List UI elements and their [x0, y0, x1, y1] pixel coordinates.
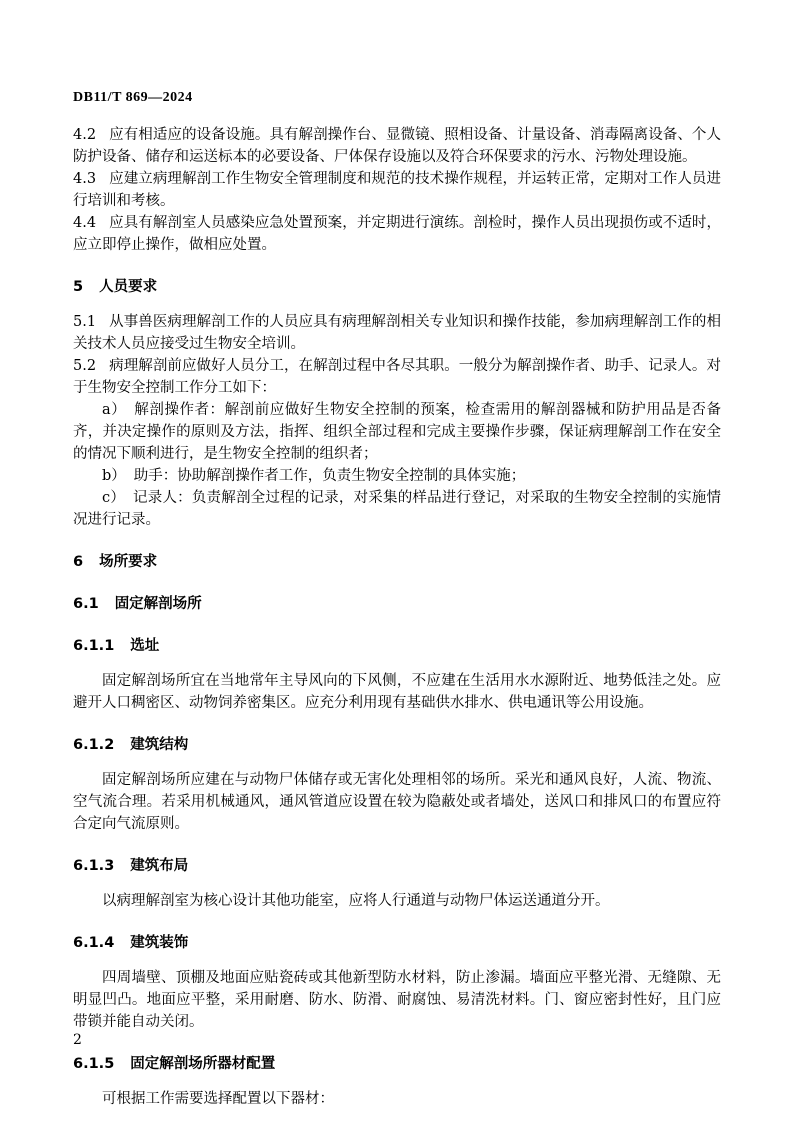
paragraph-text: 选址 [130, 638, 160, 654]
clause-number: 6.1.1 [73, 638, 115, 654]
clause-number: 6.1 [73, 596, 99, 612]
paragraph-text: 应有相适应的设备设施。具有解剖操作台、显微镜、照相设备、计量设备、消毒隔离设备、个人防护设备、储存和运送标本的必要设备、尸体保存设施以及符合环保要求的污水、污物处理设施。 [73, 127, 721, 165]
paragraph-text: 人员要求 [99, 279, 158, 295]
document-body [73, 124, 721, 1110]
clause-number: 5.1 [73, 314, 97, 330]
paragraph [73, 355, 721, 399]
paragraph [73, 212, 721, 256]
section-heading [73, 932, 721, 954]
paragraph-text: 固定解剖场所宜在当地常年主导风向的下风侧，不应建在生活用水水源附近、地势低洼之处。应避开人口稠密区、动物饲养密集区。应充分利用现有基础供水排水、供电通讯等公用设施。 [73, 673, 721, 711]
document-code-header: DB11/T 869—2024 [73, 90, 193, 105]
clause-number: 6.1.3 [73, 858, 115, 874]
paragraph [73, 670, 721, 714]
clause-number: 6 [73, 554, 84, 570]
paragraph-text: 建筑结构 [130, 737, 189, 753]
paragraph [73, 465, 721, 487]
paragraph [73, 769, 721, 835]
paragraph-text: 应具有解剖室人员感染应急处置预案，并定期进行演练。剖检时，操作人员出现损伤或不适时，应立即停止操作，做相应处置。 [73, 215, 721, 253]
clause-number: b） [102, 468, 126, 484]
clause-number: 6.1.5 [73, 1056, 115, 1072]
clause-number: 4.3 [73, 171, 97, 187]
paragraph-text: 记录人：负责解剖全过程的记录，对采集的样品进行登记，对采取的生物安全控制的实施情况进行记录。 [73, 490, 721, 528]
section-heading [73, 593, 721, 615]
paragraph [73, 311, 721, 355]
paragraph [73, 168, 721, 212]
paragraph-text: 可根据工作需要选择配置以下器材： [102, 1091, 334, 1107]
paragraph [73, 967, 721, 1033]
clause-number: 4.4 [73, 215, 97, 231]
paragraph [73, 1088, 721, 1110]
paragraph-text: 固定解剖场所 [114, 596, 202, 612]
paragraph [73, 487, 721, 531]
clause-number: c） [102, 490, 126, 506]
paragraph-text: 四周墙壁、顶棚及地面应贴瓷砖或其他新型防水材料，防止渗漏。墙面应平整光滑、无缝隙、无明显凹凸。地面应平整，采用耐磨、防水、防滑、耐腐蚀、易清洗材料。门、窗应密封性好，且门应带锁并能自动关闭。 [73, 970, 721, 1030]
section-heading [73, 276, 721, 298]
paragraph [73, 124, 721, 168]
clause-number: 4.2 [73, 127, 97, 143]
clause-number: a） [102, 402, 127, 418]
section-heading [73, 1053, 721, 1075]
clause-number: 5 [73, 279, 84, 295]
paragraph-text: 解剖操作者：解剖前应做好生物安全控制的预案，检查需用的解剖器械和防护用品是否备齐，并决定操作的原则及方法，指挥、组织全部过程和完成主要操作步骤，保证病理解剖工作在安全的情况下顺利进行，是生物安全控制的组织者； [73, 402, 721, 462]
clause-number: 6.1.4 [73, 935, 115, 951]
paragraph-text: 固定解剖场所器材配置 [130, 1056, 276, 1072]
paragraph-text: 建筑装饰 [130, 935, 189, 951]
section-heading [73, 734, 721, 756]
page-number: 2 [73, 1032, 82, 1048]
clause-number: 5.2 [73, 358, 97, 374]
paragraph-text: 以病理解剖室为核心设计其他功能室，应将人行通道与动物尸体运送通道分开。 [102, 893, 610, 909]
section-heading [73, 551, 721, 573]
paragraph-text: 应建立病理解剖工作生物安全管理制度和规范的技术操作规程，并运转正常，定期对工作人员进行培训和考核。 [73, 171, 721, 209]
paragraph [73, 890, 721, 912]
section-heading [73, 635, 721, 657]
paragraph-text: 固定解剖场所应建在与动物尸体储存或无害化处理相邻的场所。采光和通风良好，人流、物流、空气流合理。若采用机械通风，通风管道应设置在较为隐蔽处或者墙处，送风口和排风口的布置应符合定向气流原则。 [73, 772, 721, 832]
paragraph-text: 病理解剖前应做好人员分工，在解剖过程中各尽其职。一般分为解剖操作者、助手、记录人。对于生物安全控制工作分工如下： [73, 358, 721, 396]
section-heading [73, 855, 721, 877]
paragraph [73, 399, 721, 465]
paragraph-text: 建筑布局 [130, 858, 189, 874]
paragraph-text: 场所要求 [99, 554, 158, 570]
clause-number: 6.1.2 [73, 737, 115, 753]
paragraph-text: 从事兽医病理解剖工作的人员应具有病理解剖相关专业知识和操作技能，参加病理解剖工作的相关技术人员应接受过生物安全培训。 [73, 314, 721, 352]
paragraph-text: 助手：协助解剖操作者工作，负责生物安全控制的具体实施； [133, 468, 526, 484]
